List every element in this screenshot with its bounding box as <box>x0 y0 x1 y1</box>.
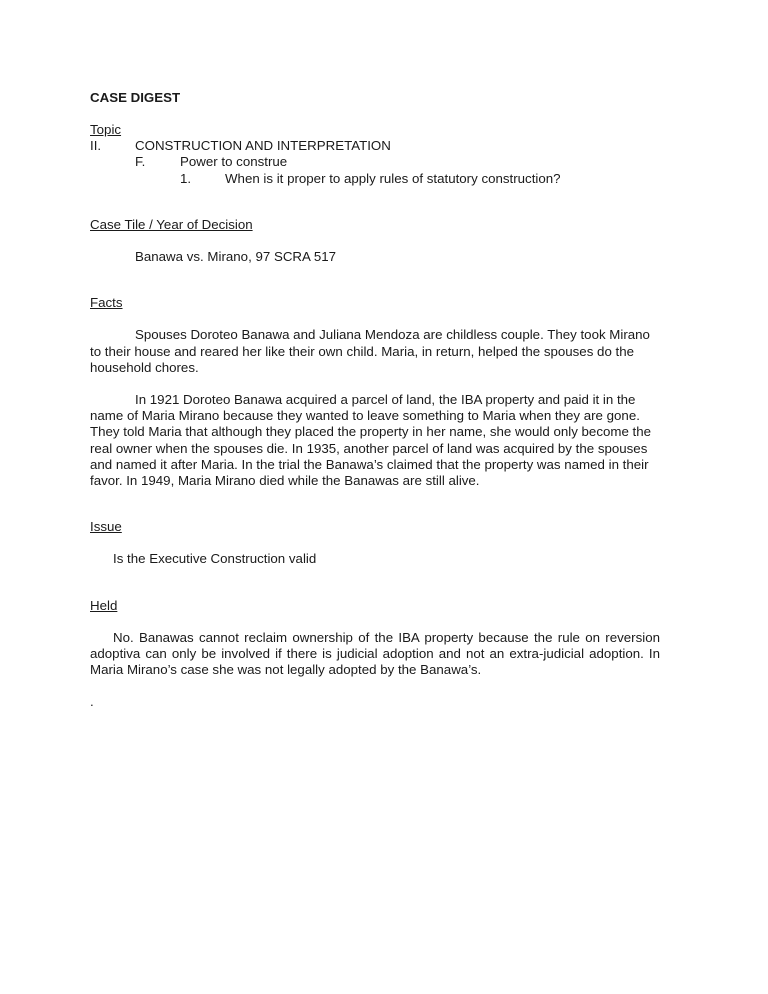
case-title-heading: Case Tile / Year of Decision <box>90 216 253 232</box>
topic-level3-number: 1. <box>180 170 192 186</box>
topic-level1-number: II. <box>90 138 102 154</box>
facts-paragraph-1: Spouses Doroteo Banawa and Juliana Mendoza are childless couple. They took Mirano to their house and reared her like their own child. Maria, in return, helped the spouses do the household chores. <box>90 327 650 375</box>
topic-level2 <box>90 154 660 170</box>
topic-level3-text: When is it proper to apply rules of statutory construction? <box>225 170 561 186</box>
issue-text: Is the Executive Construction valid <box>113 551 317 567</box>
topic-level1-text: CONSTRUCTION AND INTERPRETATION <box>135 138 391 154</box>
document-page <box>90 90 660 711</box>
case-title: Banawa vs. Mirano, 97 SCRA 517 <box>135 249 337 265</box>
topic-level3 <box>90 171 660 187</box>
topic-level2-number: F. <box>135 154 146 170</box>
trailing-period: . <box>90 694 94 710</box>
issue-heading: Issue <box>90 519 122 535</box>
held-heading: Held <box>90 597 118 613</box>
topic-heading: Topic <box>90 122 122 137</box>
facts-paragraph-2: In 1921 Doroteo Banawa acquired a parcel of land, the IBA property and paid it in the name of Maria Mirano because they wanted to leave something to Maria when they are gone. They told Maria that although they placed the property in her name, she would only become the real owner when the spouses die. In 1935, another parcel of land was acquired by the spouses and named it after Maria. In the trial the Banawa’s claimed that the property was named in their favor. In 1949, Maria Mirano died while the Banawas are still alive. <box>90 392 652 489</box>
document-title: CASE DIGEST <box>90 90 181 105</box>
topic-level1 <box>90 138 660 154</box>
facts-heading: Facts <box>90 295 123 311</box>
held-paragraph: No. Banawas cannot reclaim ownership of the IBA property because the rule on reversion adoptiva can only be involved if there is judicial adoption and not an extra-judicial adoption. In Maria Mirano’s case she was not legally adopted by the Banawa’s. <box>90 629 660 678</box>
topic-level2-text: Power to construe <box>180 154 288 170</box>
